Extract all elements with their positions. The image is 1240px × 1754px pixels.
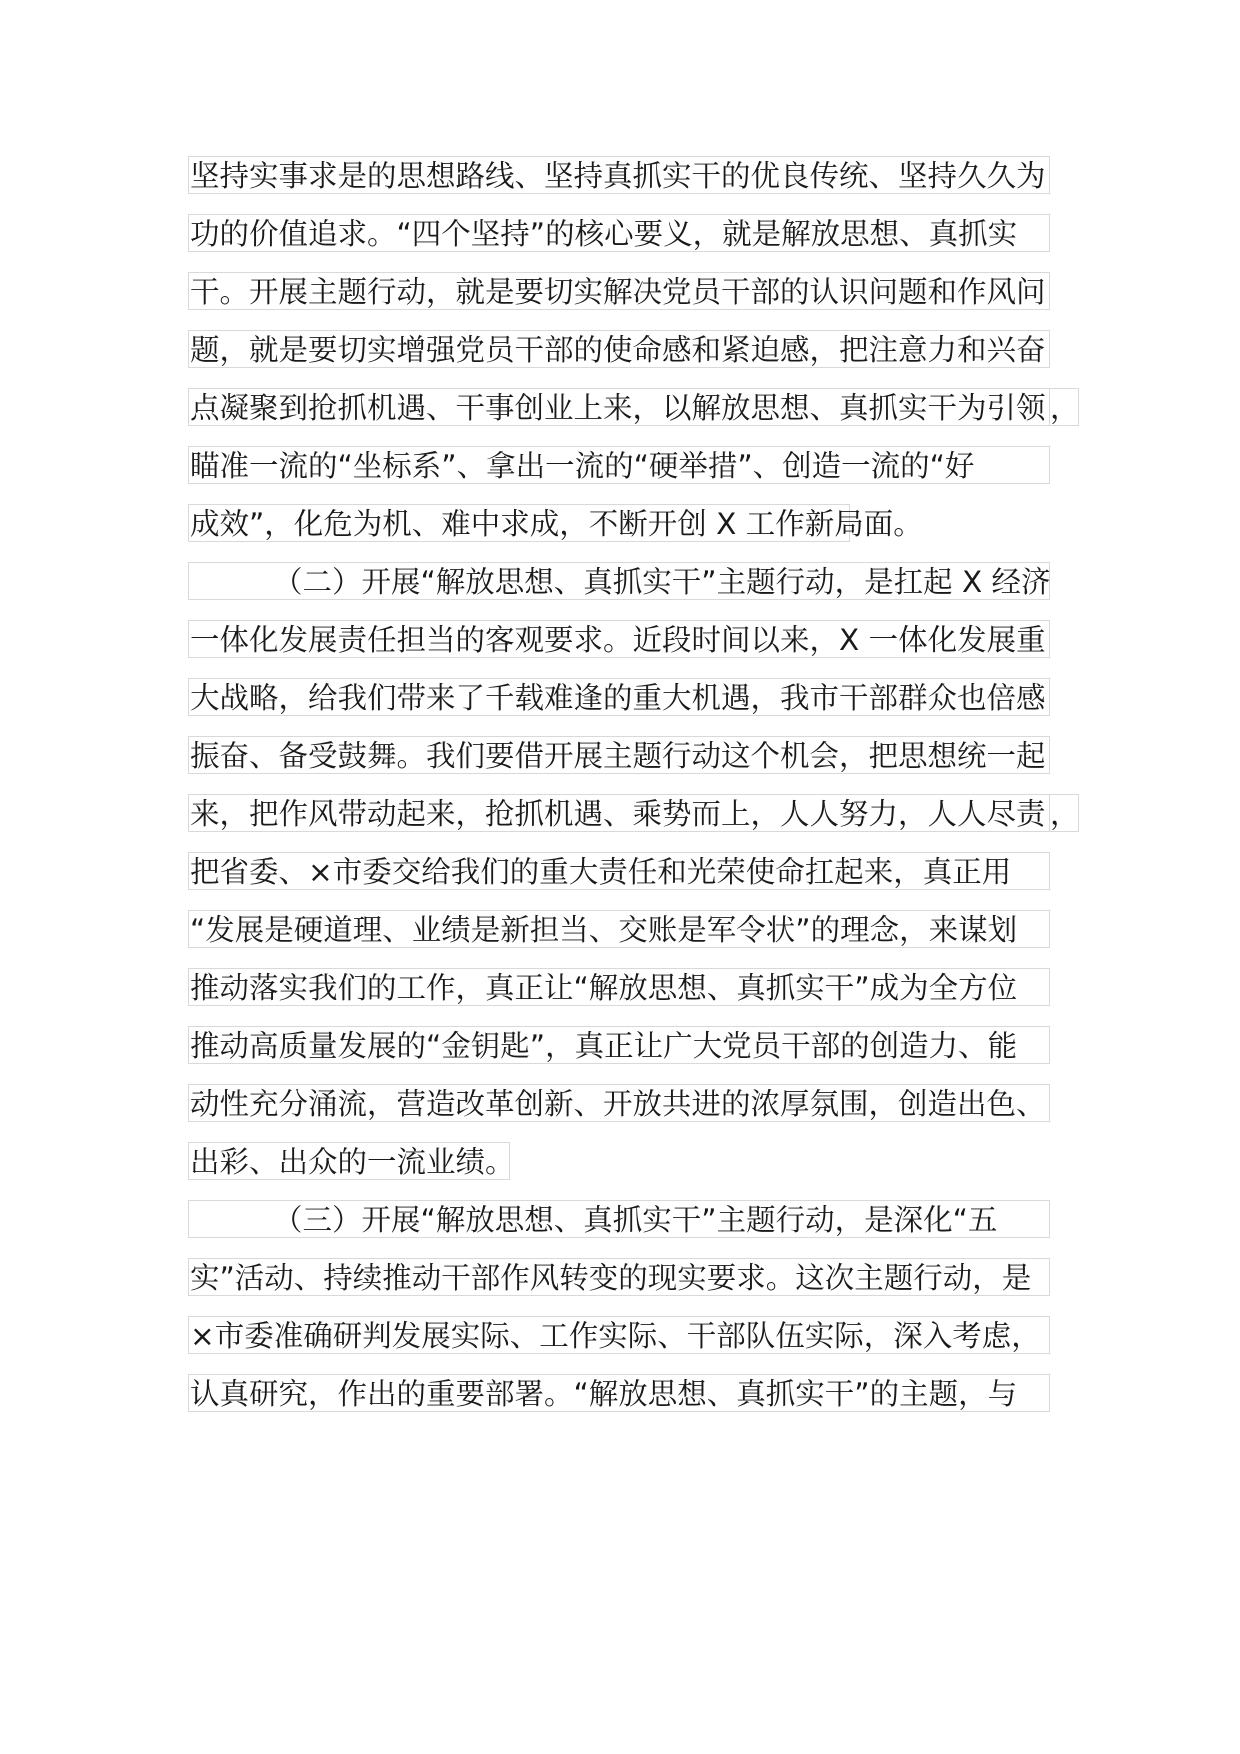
text-line-11: 振奋、备受鼓舞。我们要借开展主题行动这个机会，把思想统一起 — [188, 736, 1050, 774]
text-line-19: （三）开展“解放思想、真抓实干”主题行动，是深化“五 — [188, 1200, 1050, 1238]
text-line-5: 点凝聚到抢抓机遇、干事创业上来，以解放思想、真抓实干为引领 — [188, 388, 1050, 426]
text-line-14: “发展是硬道理、业绩是新担当、交账是军令状”的理念，来谋划 — [188, 910, 1050, 948]
text-line-16: 推动高质量发展的“金钥匙”，真正让广大党员干部的创造力、能 — [188, 1026, 1050, 1064]
text-line-6: 瞄准一流的“坐标系”、拿出一流的“硬举措”、创造一流的“好 — [188, 446, 1050, 484]
text-line-2: 功的价值追求。“四个坚持”的核心要义，就是解放思想、真抓实 — [188, 214, 1050, 252]
text-line-20: 实”活动、持续推动干部作风转变的现实要求。这次主题行动，是 — [188, 1258, 1050, 1296]
text-line-22: 认真研究，作出的重要部署。“解放思想、真抓实干”的主题，与 — [188, 1374, 1050, 1412]
text-line-1: 坚持实事求是的思想路线、坚持真抓实干的优良传统、坚持久久为 — [188, 156, 1050, 194]
text-line-21: ×市委准确研判发展实际、工作实际、干部队伍实际，深入考虑， — [188, 1316, 1050, 1354]
text-line-17: 动性充分涌流，营造改革创新、开放共进的浓厚氛围，创造出色、 — [188, 1084, 1050, 1122]
text-line-7: 成效”，化危为机、难中求成，不断开创 X 工作新局面。 — [188, 504, 850, 542]
text-line-3: 干。开展主题行动，就是要切实解决党员干部的认识问题和作风问 — [188, 272, 1050, 310]
text-line-4: 题，就是要切实增强党员干部的使命感和紧迫感，把注意力和兴奋 — [188, 330, 1050, 368]
text-line-18: 出彩、出众的一流业绩。 — [188, 1142, 510, 1180]
overflow-punctuation: ， — [1049, 388, 1079, 426]
text-line-8: （二）开展“解放思想、真抓实干”主题行动，是扛起 X 经济 — [188, 562, 1050, 600]
text-line-12: 来，把作风带动起来，抢抓机遇、乘势而上，人人努力，人人尽责 — [188, 794, 1050, 832]
text-line-9: 一体化发展责任担当的客观要求。近段时间以来，X 一体化发展重 — [188, 620, 1050, 658]
text-line-15: 推动落实我们的工作，真正让“解放思想、真抓实干”成为全方位 — [188, 968, 1050, 1006]
text-line-13: 把省委、×市委交给我们的重大责任和光荣使命扛起来，真正用 — [188, 852, 1050, 890]
text-line-10: 大战略，给我们带来了千载难逢的重大机遇，我市干部群众也倍感 — [188, 678, 1050, 716]
overflow-punctuation: ， — [1049, 794, 1079, 832]
